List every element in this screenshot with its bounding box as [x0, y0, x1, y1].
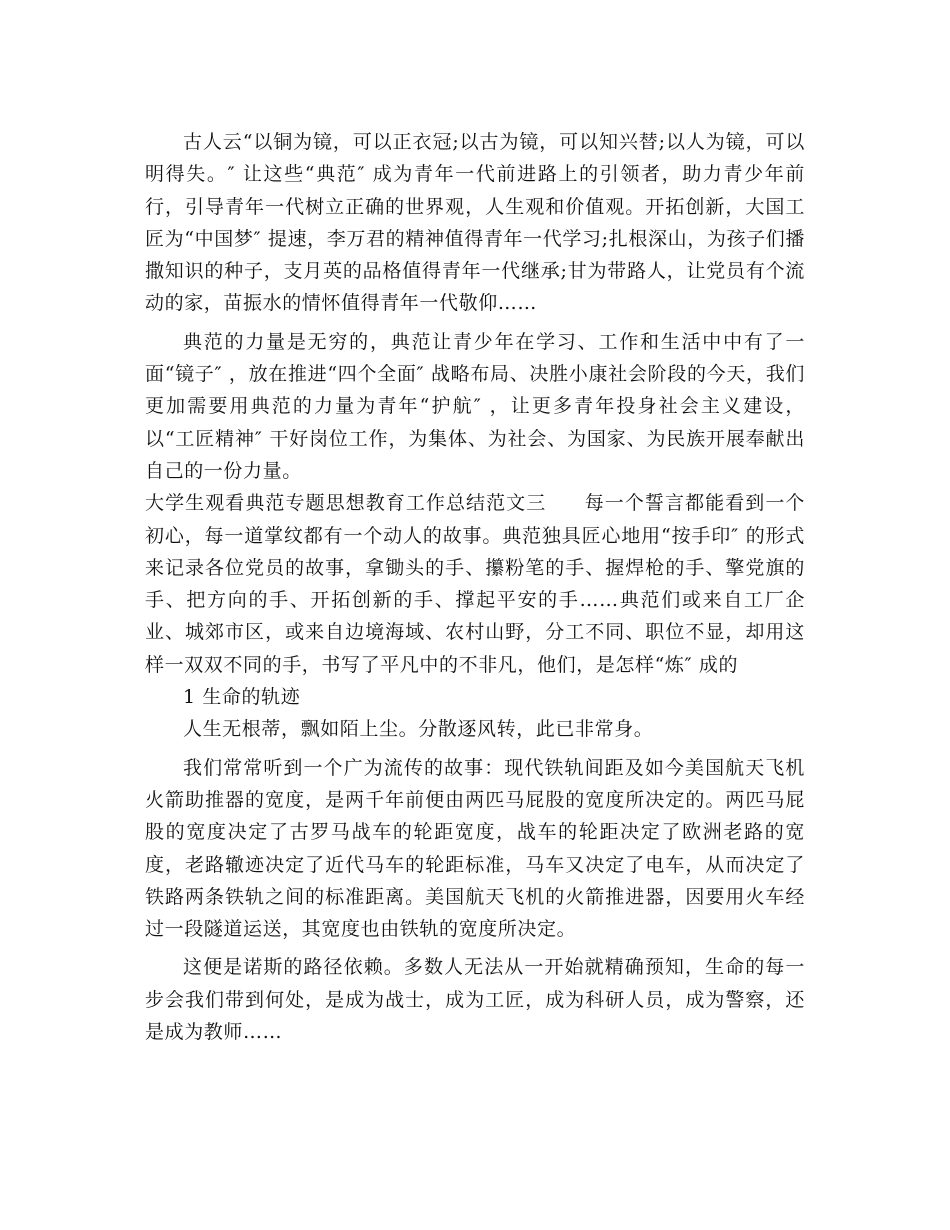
paragraph-power-of-models: 典范的力量是无穷的，典范让青少年在学习、工作和生活中中有了一面“镜子″ ，放在推进“四个全面″ 战略布局、决胜小康社会阶段的今天，我们更加需要用典范的力量为青年“护航″ ，让更多青年投身社会主义建设，以“工匠精神″ 干好岗位工作，为集体、为社会、为国家、为民族开展奉献出自己的一份力量。 [145, 330, 805, 482]
essay-heading: 大学生观看典范专题思想教育工作总结范文三 [145, 492, 547, 515]
paragraph-essay-three [145, 487, 805, 681]
paragraph-railway-story: 我们常常听到一个广为流传的故事：现代铁轨间距及如今美国航天飞机火箭助推器的宽度，是两千年前便由两匹马屁股的宽度所决定的。两匹马屁股的宽度决定了古罗马战车的轮距宽度，战车的轮距决定了欧洲老路的宽度，老路辙迹决定了近代马车的轮距标准，马车又决定了电车，从而决定了铁路两条铁轨之间的标准距离。美国航天飞机的火箭推进器，因要用火车经过一段隧道运送，其宽度也由铁轨的宽度所决定。 [145, 756, 805, 941]
document-body [145, 126, 805, 1048]
paragraph-poem-line: 人生无根蒂，飘如陌上尘。分散逐风转，此已非常身。 [183, 718, 654, 741]
paragraph-path-dependence: 这便是诺斯的路径依赖。多数人无法从一开始就精确预知，生命的每一步会我们带到何处，是成为战士，成为工匠，成为科研人员，成为警察，还是成为教师…… [145, 956, 805, 1044]
paragraph-mirror-quote: 古人云“以铜为镜，可以正衣冠;以古为镜，可以知兴替;以人为镜，可以明得失。″ 让这些“典范″ 成为青年一代前进路上的引领者，助力青少年前行，引导青年一代树立正确的世界观，人生观和价值观。开拓创新，大国工匠为“中国梦″ 提速，李万君的精神值得青年一代学习;扎根深山，为孩子们播撒知识的种子，支月英的品格值得青年一代继承;甘为带路人，让党员有个流动的家，苗振水的情怀值得青年一代敬仰…… [145, 131, 805, 315]
section-heading-life-track: 1 生命的轨迹 [183, 686, 301, 709]
essay-opening-text: 每一个誓言都能看到一个初心，每一道掌纹都有一个动人的故事。典范独具匠心地用“按手印″ 的形式来记录各位党员的故事，拿锄头的手、攥粉笔的手、握焊枪的手、擎党旗的手、把方向的手、开拓创新的手、撑起平安的手……典范们或来自工厂企业、城郊市区，或来自边境海域、农村山野，分工不同、职位不显，却用这样一双双不同的手，书写了平凡中的不非凡，他们，是怎样“炼″ 成的 [145, 492, 805, 676]
